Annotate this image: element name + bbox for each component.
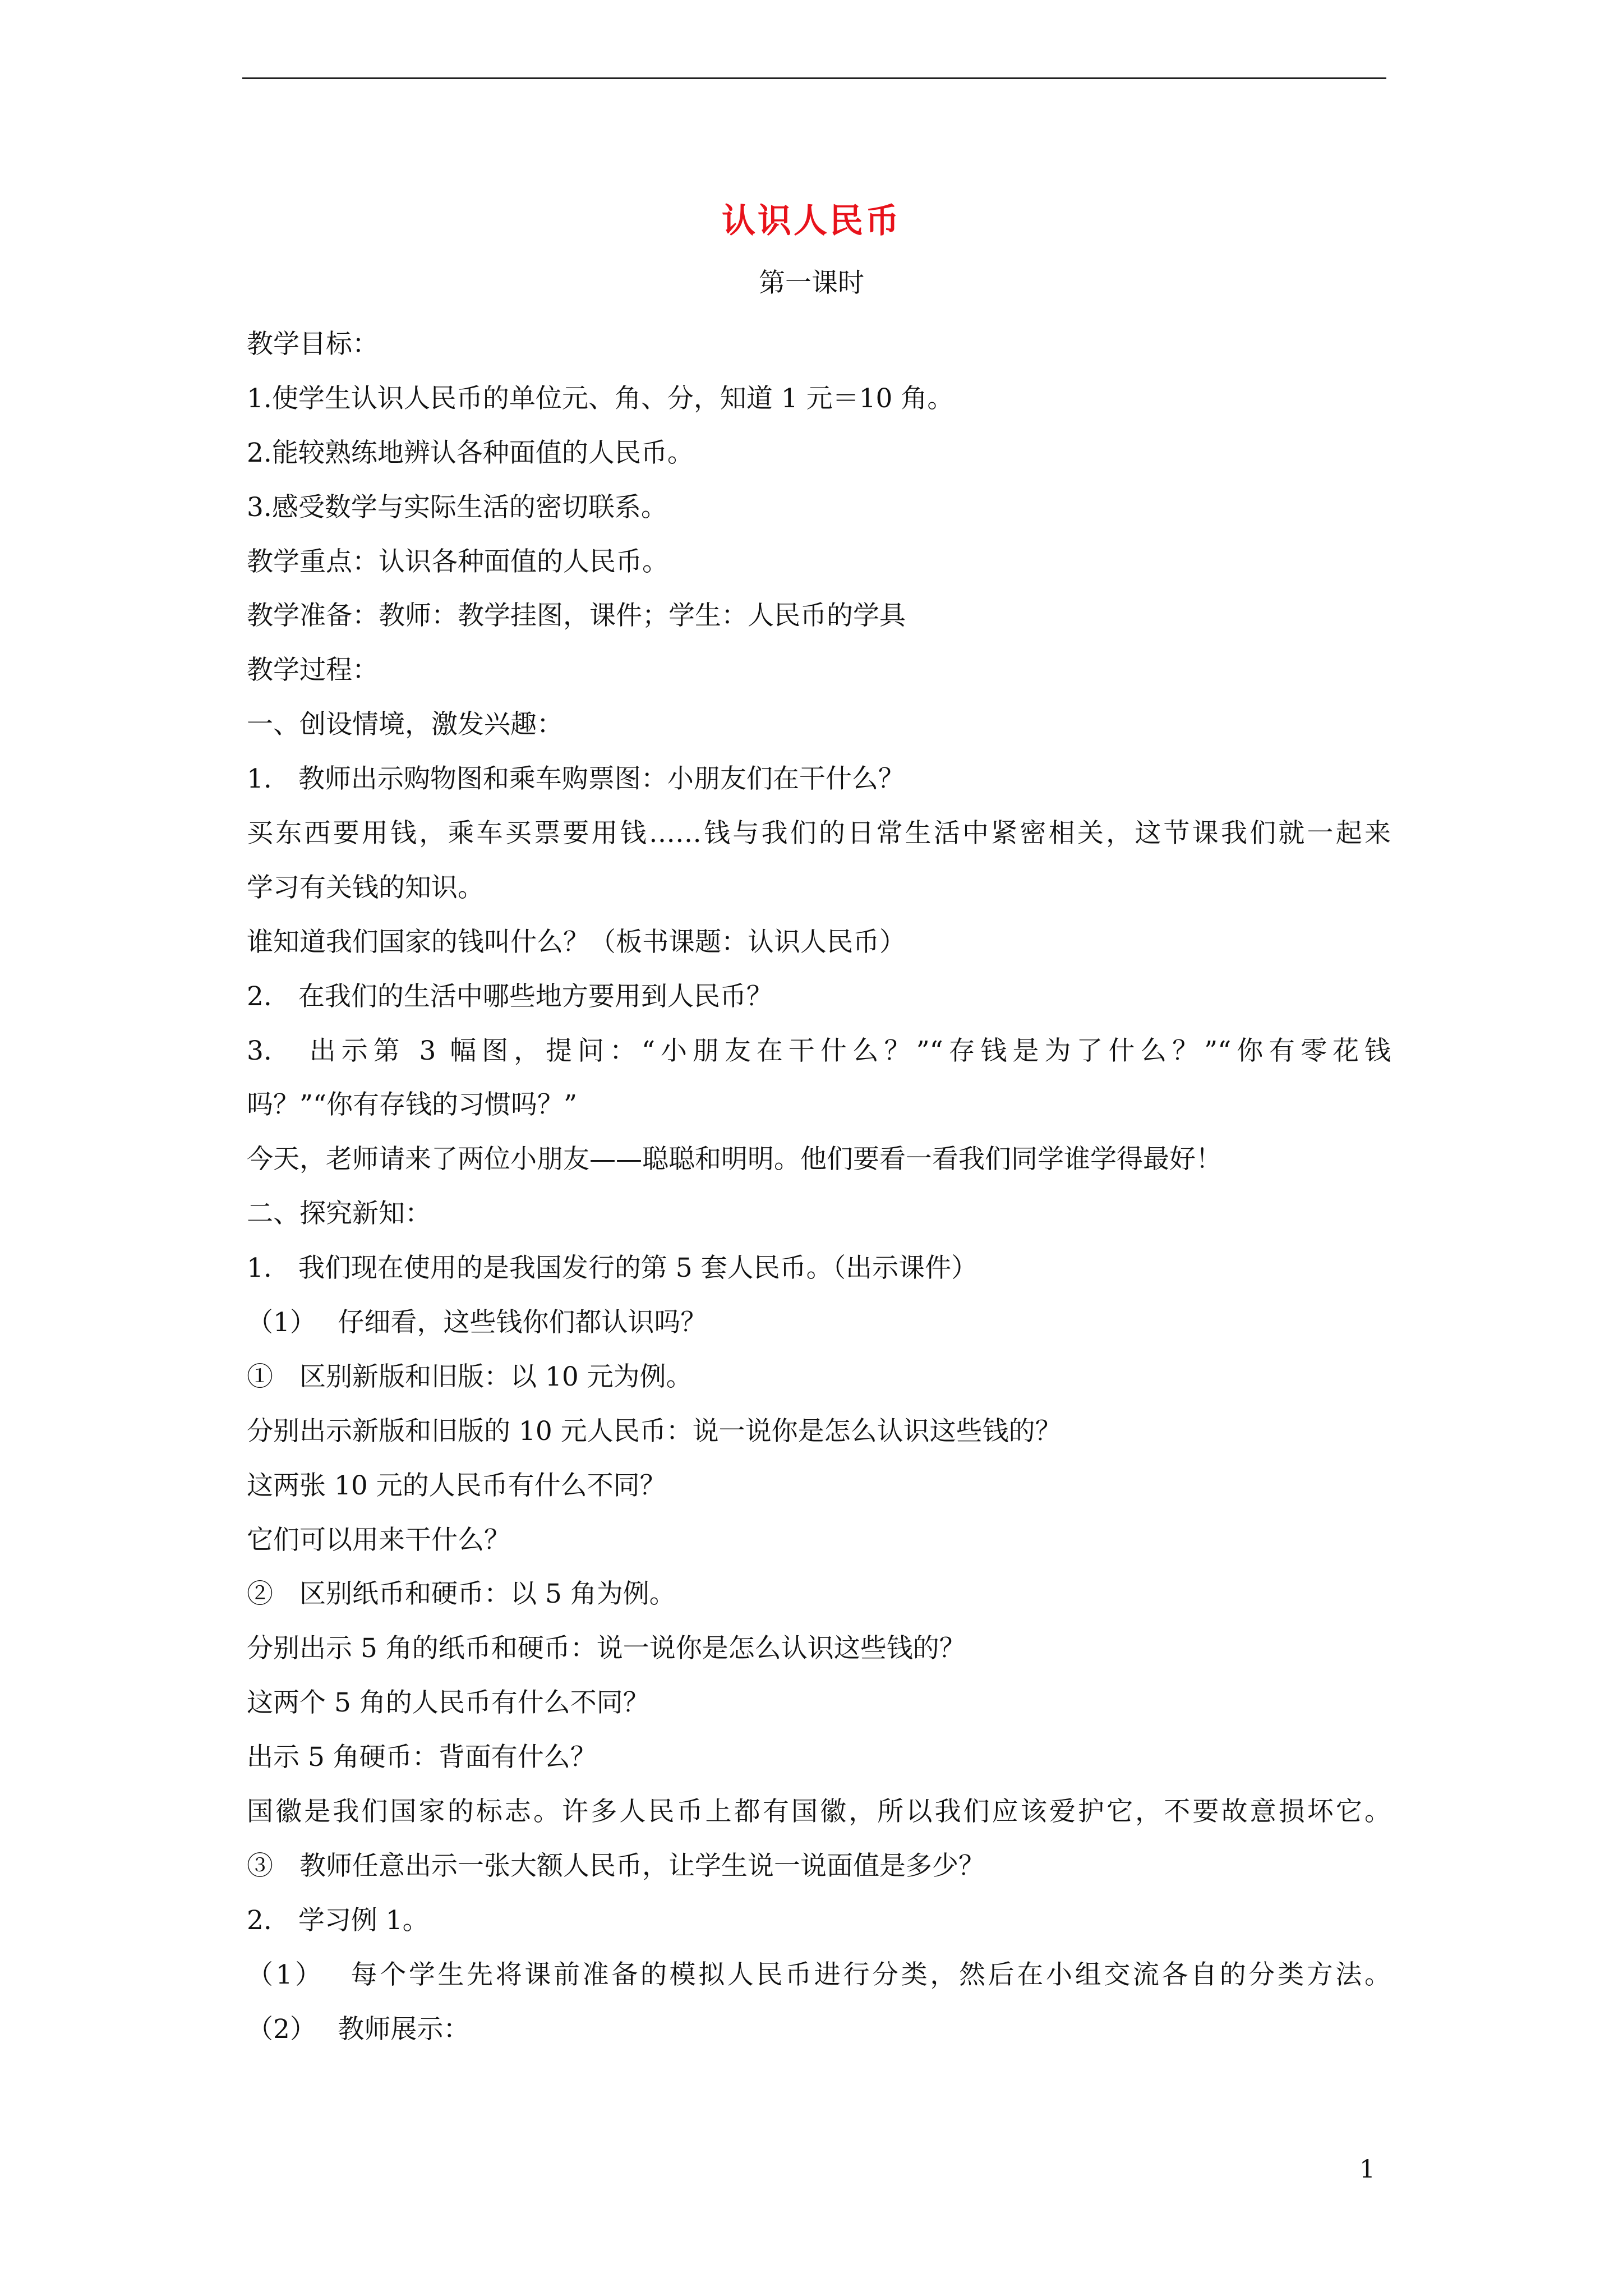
text-line: 这两个 5 角的人民币有什么不同？ [247, 1687, 649, 1719]
section-heading: 一、创设情境，激发兴趣： [247, 709, 563, 740]
text-line: ③ 教师任意出示一张大额人民币，让学生说一说面值是多少？ [247, 1850, 985, 1881]
text-line: 分别出示新版和旧版的 10 元人民币：说一说你是怎么认识这些钱的？ [247, 1415, 1062, 1447]
text-line: （1） 仔细看，这些钱你们都认识吗？ [247, 1307, 707, 1338]
text-line: 分别出示 5 角的纸币和硬币：说一说你是怎么认识这些钱的？ [247, 1633, 966, 1664]
text-line: 2.能较熟练地辨认各种面值的人民币。 [247, 437, 694, 468]
text-line: 教学重点：认识各种面值的人民币。 [247, 546, 668, 577]
text-line: 1.使学生认识人民币的单位元、角、分，知道 1 元＝10 角。 [247, 383, 954, 414]
text-line: 它们可以用来干什么？ [247, 1524, 510, 1556]
text-line: 2. 在我们的生活中哪些地方要用到人民币？ [247, 981, 773, 1012]
text-line: 教学过程： [247, 655, 379, 686]
text-line: ② 区别纸币和硬币：以 5 角为例。 [247, 1579, 676, 1610]
text-line: 2. 学习例 1。 [247, 1904, 429, 1936]
document-body [247, 318, 1391, 2057]
text-line: 谁知道我们国家的钱叫什么？（板书课题：认识人民币） [247, 926, 906, 958]
text-line: 教学准备：教师：教学挂图，课件；学生：人民币的学具 [247, 600, 906, 632]
header-rule [242, 77, 1386, 79]
text-line: 这两张 10 元的人民币有什么不同？ [247, 1470, 666, 1501]
text-line: 国徽是我们国家的标志。许多人民币上都有国徽，所以我们应该爱护它，不要故意损坏它。 [247, 1796, 1391, 1828]
text-line: （1） 每个学生先将课前准备的模拟人民币进行分类，然后在小组交流各自的分类方法。 [247, 1959, 1391, 1990]
document-subtitle: 第一课时 [759, 268, 864, 298]
text-line: 今天，老师请来了两位小朋友——聪聪和明明。他们要看一看我们同学谁学得最好！ [247, 1144, 1222, 1175]
text-line: 学习有关钱的知识。 [247, 872, 484, 903]
text-line: 出示 5 角硬币：背面有什么？ [247, 1742, 597, 1773]
text-line: 3. 出示第 3 幅图，提问：“小朋友在干什么？”“存钱是为了什么？”“你有零花钱 [247, 1035, 1391, 1066]
section-heading: 二、探究新知： [247, 1198, 431, 1230]
text-line: ① 区别新版和旧版：以 10 元为例。 [247, 1361, 693, 1392]
document-title: 认识人民币 [722, 201, 901, 241]
page-number: 1 [1359, 2155, 1375, 2184]
text-line: 教学目标： [247, 329, 379, 360]
text-line: 1. 教师出示购物图和乘车购票图：小朋友们在干什么？ [247, 763, 905, 795]
text-line: 吗？”“你有存钱的习惯吗？” [247, 1089, 578, 1121]
text-line: 1. 我们现在使用的是我国发行的第 5 套人民币。（出示课件） [247, 1253, 978, 1284]
text-line: 3.感受数学与实际生活的密切联系。 [247, 491, 667, 523]
text-line: 买东西要用钱，乘车买票要用钱……钱与我们的日常生活中紧密相关，这节课我们就一起来 [247, 818, 1391, 849]
text-line: （2） 教师展示： [247, 2013, 470, 2045]
